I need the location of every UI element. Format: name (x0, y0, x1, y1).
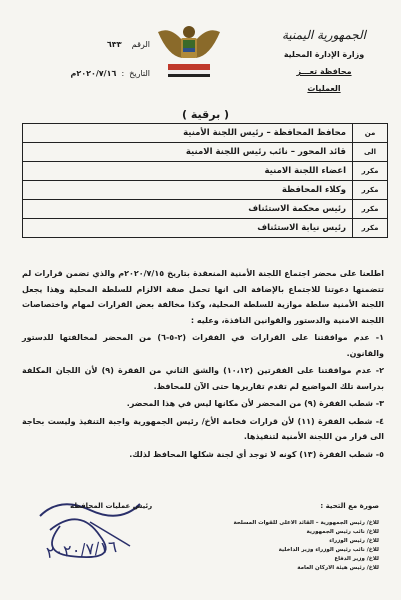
department-name: العمليات (307, 84, 341, 93)
table-row (23, 162, 387, 181)
row-text: قائد المحور – نائب رئيس اللجنة الامنية (185, 147, 346, 157)
copies-item: للاخ/ نائب رئيس الوزراء وزير الداخلية (278, 547, 379, 553)
copies-item: للاخ/ نائب رئيس الجمهورية (306, 529, 379, 535)
date-label: التاريخ (129, 69, 150, 78)
row-label: مكرر (352, 162, 387, 180)
eagle-emblem-icon (152, 20, 226, 78)
row-text: رئيس محكمة الاستئناف (248, 204, 346, 214)
letterhead-right (269, 28, 379, 93)
governorate-name: محافظة تعـــز (296, 67, 352, 76)
copies-heading: صورة مع التحية : (320, 502, 379, 510)
ministry-name: وزارة الإدارة المحلية (283, 50, 365, 59)
copies-item: للاخ/ رئيس الجمهورية – القائد الاعلى للقوات المسلحة (233, 520, 379, 526)
row-label: من (352, 124, 387, 142)
signature-label: رئيس عمليات المحافظة (70, 502, 153, 510)
body-item: ٥- شطب الفقرة (١٣) كونه لا توجد أي لجنة شكلها المحافظ لذلك. (129, 449, 384, 459)
country-name: الجمهورية اليمنية (281, 28, 366, 42)
signature-stamp-icon (30, 486, 153, 586)
row-label: مكرر (352, 219, 387, 237)
row-text: وكلاء المحافظة (281, 185, 346, 195)
reference-number: ٦٣٣ (106, 40, 122, 49)
body-item: ١- عدم موافقتنا على القرارات في الفقرات (٢-٥-٦) من المحضر لمخالفتها للدستور والقانون. (22, 333, 385, 358)
row-label: الى (352, 143, 387, 161)
table-row (23, 219, 387, 237)
table-row (23, 143, 387, 162)
table-row (23, 124, 387, 143)
copies-item: للاخ/ رئيس هيئة الاركان العامة (297, 565, 379, 571)
reference-label: الرقم (131, 40, 150, 49)
row-text: محافظ المحافظة – رئيس اللجنة الأمنية (183, 128, 346, 138)
row-label: مكرر (352, 181, 387, 199)
copies-section (229, 502, 379, 573)
copies-item: للاخ/ رئيس الوزراء (329, 538, 379, 544)
recipients-table (22, 123, 388, 238)
table-row (23, 181, 387, 200)
body-item: ٢- عدم موافقتنا على الفقرتين (١٠،١٢) والشق الثاني من الفقرة (٩) لأن اللجان المكلفة بدراسة تلك المواضيع لم تقدم تقاريرها حتى الآن للمحافظ. (22, 366, 384, 391)
body-item: ٣- شطب الفقرة (٩) من المحضر لأن مكانها ليس في هذا المحضر. (126, 399, 384, 408)
body-item: ٤- شطب الفقرة (١١) لأن قرارات فخامة الأخ/ رئيس الجمهورية واجبة التنفيذ وليست بحاجة الى قرار من اللجنة الأمنية لتنفيذها. (22, 416, 384, 441)
signature-date: ٢٠٢٠/٧/١٦ (45, 536, 118, 563)
letterhead-left (40, 40, 150, 98)
row-text: رئيس نيابة الاستئناف (257, 223, 346, 233)
copies-item: للاخ/ وزير الدفاع (334, 556, 379, 562)
document-title: ( برقية ) (182, 108, 230, 121)
date-row: التاريخ : ٢٠٢٠/٧/١٦م (70, 69, 150, 78)
reference-row (40, 40, 150, 49)
row-label: مكرر (352, 200, 387, 218)
row-text: اعضاء اللجنة الامنية (264, 166, 346, 176)
date-value: ٢٠٢٠/٧/١٦م (70, 69, 117, 78)
body-intro: اطلعنا على محضر اجتماع اللجنة الأمنية المنعقدة بتاريخ ٢٠٢٠/٧/١٥م والذي تضمن قرارات لم تتضمنها دعوتنا للاجتماع بالإضافة الى انها تحمل صفة الالزام للسلطة المحلية وهذا يجعل اللجنة الأمنية سلطة موازية للسلطة المحلية، وكذا مخالفة بعض القرارات لمهام واختصاصات اللجنة الامنية والدستور والقوانين النافذة، وعليه : (22, 269, 384, 325)
letter-body (22, 266, 384, 464)
table-row (23, 200, 387, 219)
